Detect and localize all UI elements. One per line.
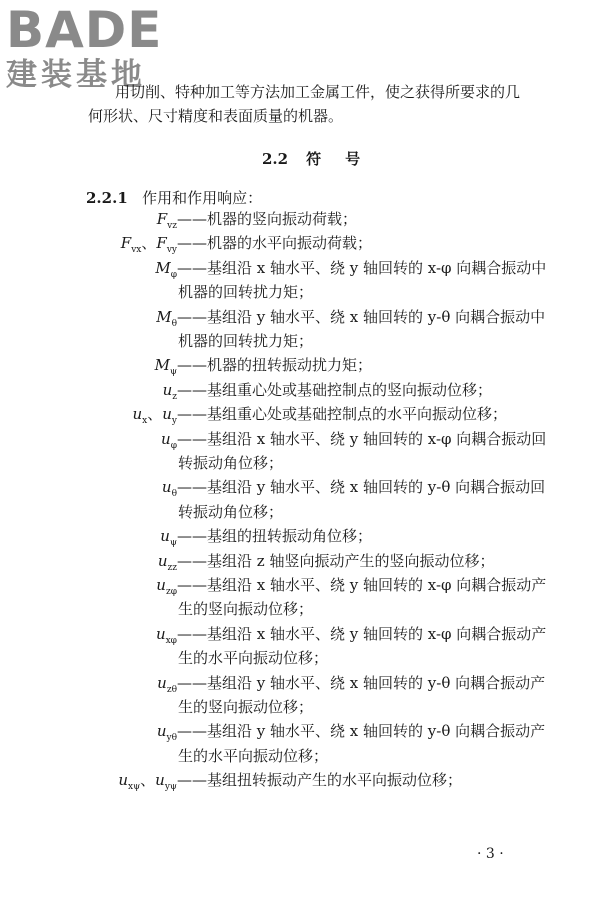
- definition-text: ——基组沿 y 轴水平、绕 x 轴回转的 y-θ 向耦合振动产: [177, 722, 546, 741]
- symbol: $u_{z\theta}$: [157, 673, 177, 695]
- definition-text: 机器的回转扰力矩；: [178, 332, 314, 350]
- definition-symbol: [161, 429, 177, 456]
- definition-text: ——基组扭转振动产生的水平向振动位移；: [177, 771, 463, 790]
- symbol-2: $u_y$: [162, 405, 177, 427]
- subsection-heading: [86, 188, 262, 208]
- definition-text: ——基组重心处或基础控制点的竖向振动位移；: [177, 380, 493, 399]
- definition-text: ——基组沿 y 轴水平、绕 x 轴回转的 y-θ 向耦合振动回: [177, 478, 546, 497]
- symbol: $u_\varphi$: [161, 429, 177, 451]
- section-heading: [262, 149, 360, 169]
- page-number: · 3 ·: [477, 846, 504, 862]
- symbol: $u_{zz}$: [157, 551, 177, 573]
- definition-symbol: [156, 307, 177, 334]
- definition-text: ——基组沿 y 轴水平、绕 x 轴回转的 y-θ 向耦合振动中: [177, 307, 546, 326]
- symbol: $M_\theta$: [156, 307, 177, 329]
- definition-symbol: [155, 355, 177, 382]
- definition-text: 生的水平向振动位移；: [178, 649, 329, 668]
- definition-symbol: [160, 526, 177, 553]
- definition-text: ——基组沿 x 轴水平、绕 y 轴回转的 x-φ 向耦合振动产: [177, 624, 547, 643]
- definition-text: ——基组沿 y 轴水平、绕 x 轴回转的 y-θ 向耦合振动产: [177, 673, 546, 692]
- definition-symbol: [156, 624, 177, 651]
- definition-symbol: [156, 575, 177, 602]
- definition-symbol: $F_{vx}$、$F_{vy}$: [120, 234, 177, 256]
- intro-line-1: 用切削、特种加工等方法加工金属工件，使之获得所要求的几: [115, 83, 521, 101]
- definition-text: ——基组重心处或基础控制点的水平向振动位移；: [177, 405, 508, 424]
- definition-text: 生的水平向振动位移；: [178, 746, 329, 765]
- intro-line-2: 何形状、尺寸精度和表面质量的机器。: [88, 107, 344, 125]
- subsection-number: 2.2.1: [86, 189, 128, 207]
- definition-text: ——机器的竖向振动荷载；: [177, 210, 358, 228]
- symbol: $u_{x\psi}$: [118, 771, 141, 793]
- definition-text: 转振动角位移；: [178, 454, 284, 472]
- definition-text: ——基组沿 x 轴水平、绕 y 轴回转的 x-φ 向耦合振动中: [177, 258, 547, 277]
- symbol: $u_\psi$: [160, 527, 177, 549]
- definition-symbol: [158, 551, 177, 578]
- definition-text: ——机器的扭转振动扰力矩；: [177, 356, 373, 375]
- definition-text: ——基组沿 z 轴竖向振动产生的竖向振动位移；: [177, 551, 495, 570]
- definition-text: ——基组的扭转振动角位移；: [177, 527, 373, 546]
- symbol-2: $u_{y\psi}$: [155, 771, 177, 793]
- symbol: $u_{x\varphi}$: [155, 624, 177, 646]
- definition-symbol: [157, 673, 177, 700]
- symbol: $F_{vx}$: [120, 234, 142, 256]
- definition-text: ——基组沿 x 轴水平、绕 y 轴回转的 x-φ 向耦合振动产: [177, 576, 547, 594]
- definition-symbol: [163, 380, 177, 407]
- symbol: $F_{vz}$: [156, 210, 177, 231]
- definition-symbol: $u_{x\psi}$、$u_{y\psi}$: [118, 771, 177, 793]
- symbol: $M_\psi$: [154, 356, 177, 378]
- bade-logo: [6, 1, 176, 93]
- logo-subtitle: 建装基地: [6, 57, 146, 93]
- definition-symbol: $u_x$、$u_y$: [132, 405, 177, 427]
- definition-text: 机器的回转扰力矩；: [178, 283, 314, 302]
- symbol: $u_x$: [132, 405, 148, 427]
- symbol: $u_z$: [162, 380, 177, 402]
- section-title-a: 符: [306, 150, 322, 168]
- definition-text: 生的竖向振动位移；: [178, 698, 314, 716]
- section-number: 2.2: [262, 150, 289, 168]
- definition-symbol: [157, 721, 177, 748]
- definition-symbol: [157, 209, 177, 236]
- section-title-b: 号: [345, 150, 361, 168]
- definition-text: 生的竖向振动位移；: [178, 600, 314, 619]
- symbol-2: $F_{vy}$: [156, 234, 177, 256]
- symbol: $u_\theta$: [161, 478, 177, 500]
- symbol: $u_{z\varphi}$: [156, 576, 177, 597]
- subsection-title: 作用和作用响应：: [142, 189, 263, 207]
- definition-text: 转振动角位移；: [178, 502, 284, 521]
- definition-symbol: [155, 258, 177, 285]
- logo-wordmark: BADE: [6, 1, 163, 59]
- symbol: $u_{y\theta}$: [156, 722, 177, 744]
- definition-text: ——基组沿 x 轴水平、绕 y 轴回转的 x-φ 向耦合振动回: [177, 429, 547, 448]
- symbol: $M_\varphi$: [155, 258, 177, 280]
- definition-symbol: [162, 477, 177, 504]
- definition-text: ——机器的水平向振动荷载；: [177, 234, 373, 253]
